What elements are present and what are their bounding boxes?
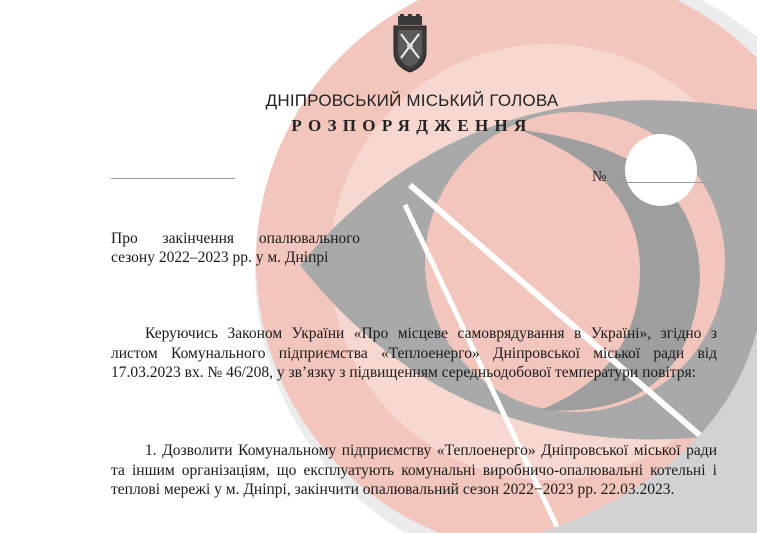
preamble-paragraph: Керуючись Законом України «Про місцеве самоврядування в Україні», згідно з листом Комунального підприємства «Теплоенерго» Дніпровської міської ради від 17.03.2023 вх. № 46/208, у зв’язку з підвищенням середньодобової температури повітря:	[111, 325, 717, 381]
subject-line-1: Про закінчення опалювального	[111, 230, 360, 247]
document-subject	[111, 229, 360, 267]
document-type: РОЗПОРЯДЖЕННЯ	[291, 116, 533, 135]
subject-line-2: сезону 2022–2023 рр. у м. Дніпрі	[111, 249, 329, 266]
date-blank-line	[111, 178, 235, 179]
city-emblem-icon	[388, 14, 432, 74]
number-blank-line	[612, 182, 715, 183]
office-title: ДНІПРОВСЬКИЙ МІСЬКИЙ ГОЛОВА	[265, 91, 559, 110]
number-sign: №	[592, 169, 607, 185]
item-1-paragraph: 1. Дозволити Комунальному підприємству «Теплоенерго» Дніпровської міської ради та іншим організаціям, що експлуатують комунальні виробничо-опалювальні котельні і теплові мережі у м. Дніпрі, закінчити опалювальний сезон 2022−2023 рр. 22.03.2023.	[111, 442, 717, 498]
